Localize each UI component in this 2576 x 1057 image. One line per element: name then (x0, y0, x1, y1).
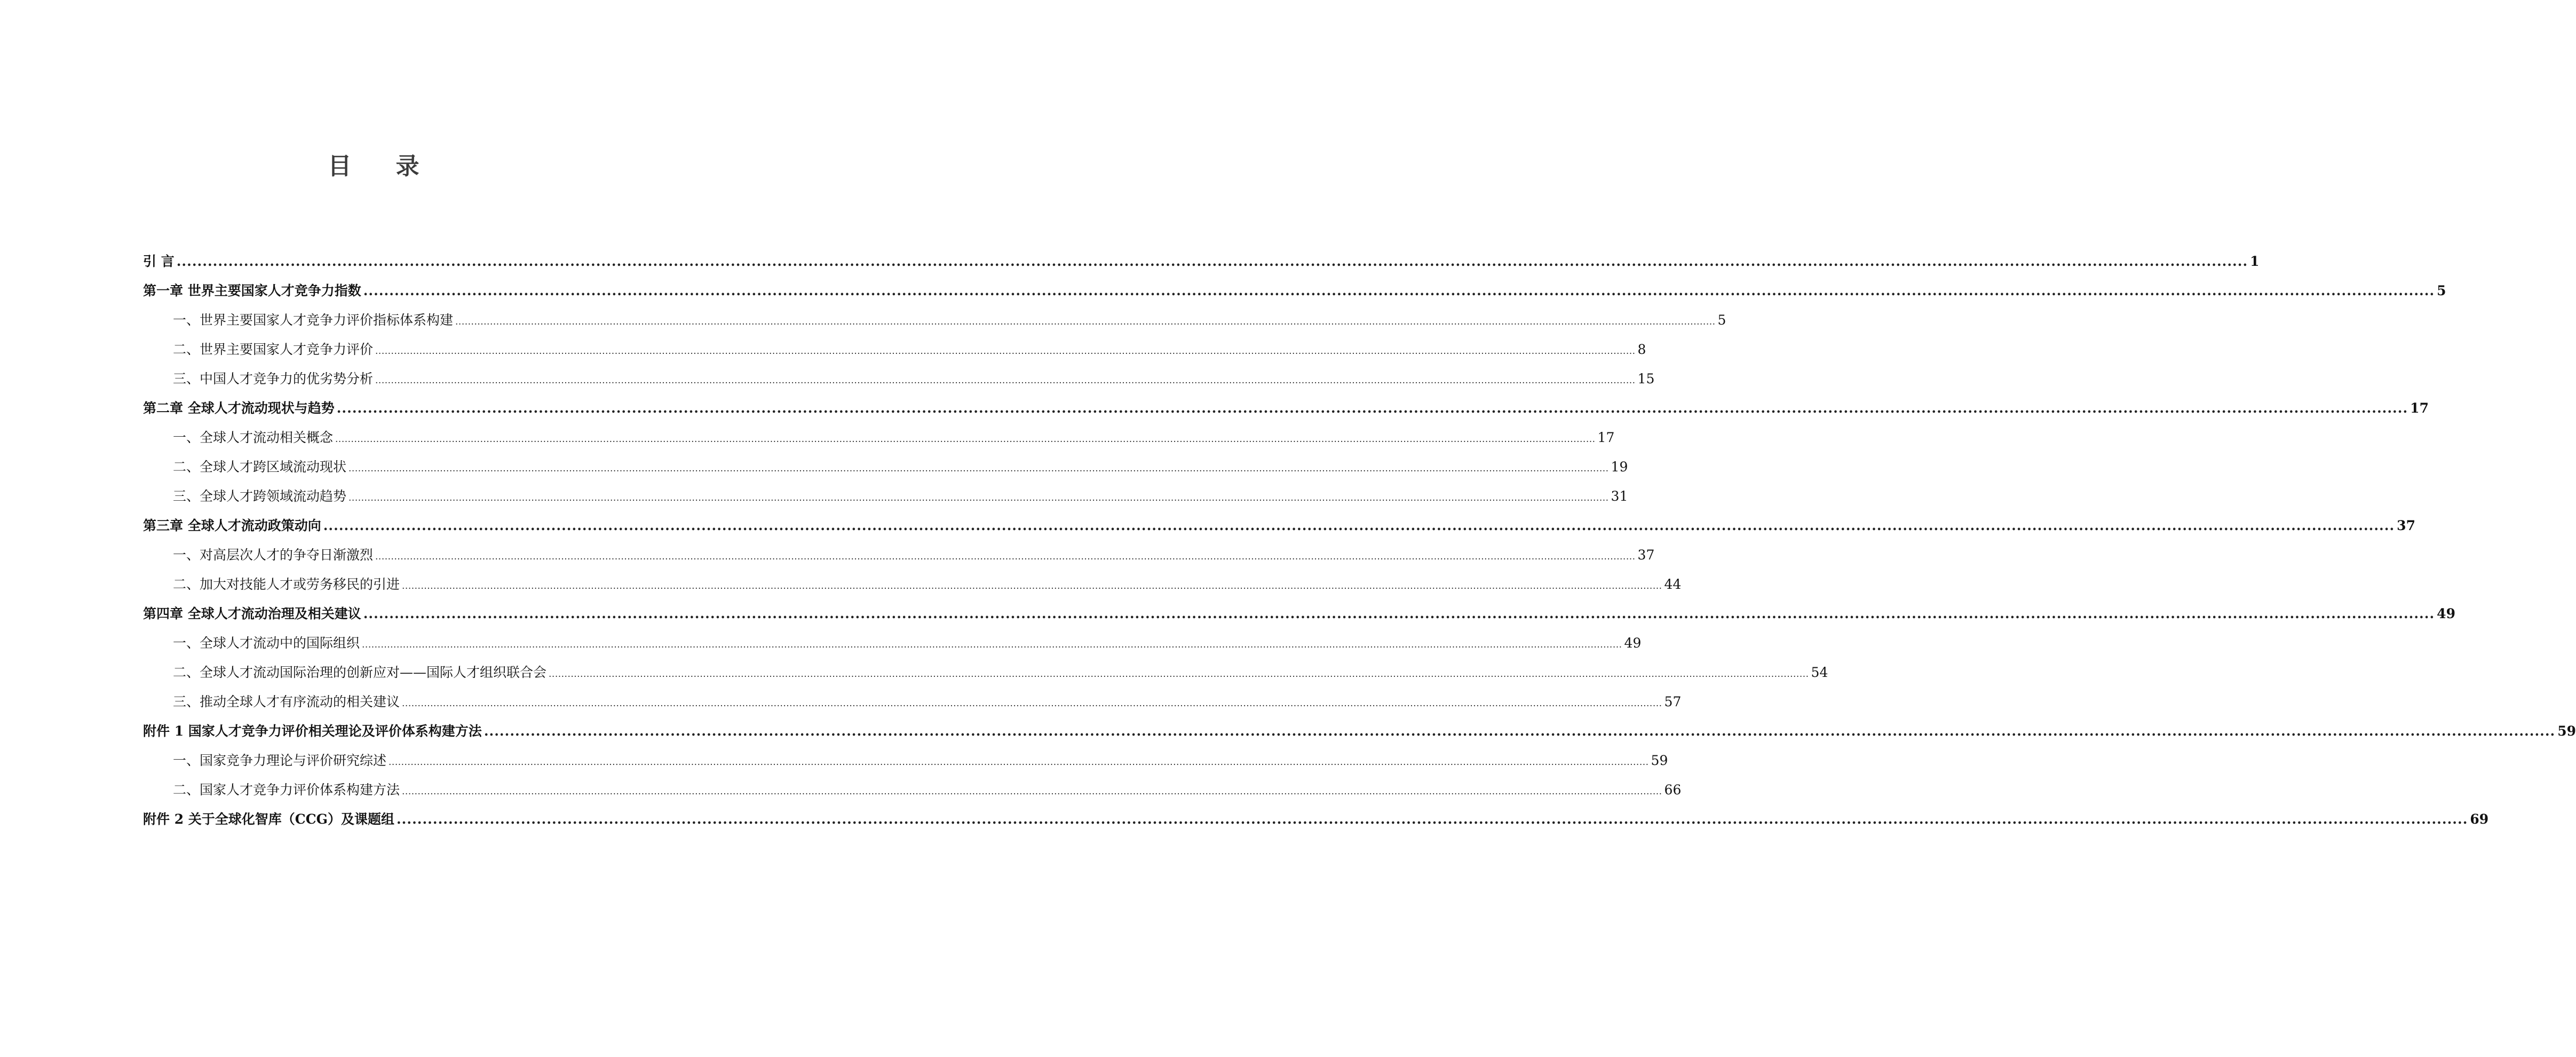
toc-entry[interactable] (143, 482, 1628, 511)
toc-dot-leader: ................................................................................................................................................................................................................................................................................................................................................................................................................ (323, 518, 2395, 533)
toc-dot-leader: ................................................................................................................................................................................................................................................................................................................................................................................................................ (402, 698, 1662, 709)
toc-entry-label: 二、国家人才竞争力评价体系构建方法 (173, 782, 400, 798)
toc-entry-page: 15 (1637, 371, 1655, 386)
toc-entry-label: 引 言 (143, 254, 175, 269)
toc-entry-label: 一、世界主要国家人才竞争力评价指标体系构建 (173, 312, 454, 328)
toc-entry[interactable] (143, 305, 1726, 335)
toc-entry-label: 附件 1 国家人才竞争力评价相关理论及评价体系构建方法 (143, 723, 482, 739)
toc-entry-page: 1 (2250, 254, 2260, 269)
toc-entry[interactable] (143, 804, 2489, 834)
toc-dot-leader: ................................................................................................................................................................................................................................................................................................................................................................................................................ (176, 254, 2248, 269)
toc-dot-leader: ................................................................................................................................................................................................................................................................................................................................................................................................................ (549, 669, 1809, 680)
table-of-contents (143, 247, 2576, 834)
toc-dot-leader: ................................................................................................................................................................................................................................................................................................................................................................................................................ (363, 606, 2435, 621)
toc-entry-page: 57 (1664, 694, 1682, 709)
toc-entry-label: 二、加大对技能人才或劳务移民的引进 (173, 577, 400, 592)
toc-entry-page: 5 (1717, 312, 1726, 328)
toc-dot-leader: ................................................................................................................................................................................................................................................................................................................................................................................................................ (348, 493, 1609, 503)
toc-dot-leader: ................................................................................................................................................................................................................................................................................................................................................................................................................ (348, 463, 1609, 474)
toc-dot-leader: ................................................................................................................................................................................................................................................................................................................................................................................................................ (375, 375, 1636, 386)
toc-entry[interactable] (143, 452, 1628, 482)
toc-entry-label: 一、全球人才流动中的国际组织 (173, 635, 360, 651)
toc-entry-page: 37 (2397, 518, 2415, 533)
toc-dot-leader: ................................................................................................................................................................................................................................................................................................................................................................................................................ (396, 811, 2468, 827)
toc-entry-page: 31 (1611, 488, 1628, 504)
toc-entry[interactable] (143, 276, 2446, 305)
page-title: 目 录 (328, 153, 438, 180)
toc-entry[interactable] (143, 599, 2455, 628)
toc-entry[interactable] (143, 335, 1646, 364)
toc-entry-label: 二、全球人才流动国际治理的创新应对——国际人才组织联合会 (173, 665, 547, 680)
toc-dot-leader: ................................................................................................................................................................................................................................................................................................................................................................................................................ (402, 786, 1662, 797)
toc-entry-label: 三、推动全球人才有序流动的相关建议 (173, 694, 400, 709)
toc-dot-leader: ................................................................................................................................................................................................................................................................................................................................................................................................................ (455, 317, 1716, 327)
toc-entry-label: 二、全球人才跨区域流动现状 (173, 459, 347, 475)
toc-entry-page: 17 (2410, 400, 2429, 416)
toc-entry-page: 5 (2437, 283, 2446, 298)
toc-entry[interactable] (143, 775, 1682, 804)
toc-entry[interactable] (143, 423, 1615, 452)
toc-dot-leader: ................................................................................................................................................................................................................................................................................................................................................................................................................ (402, 581, 1662, 591)
toc-entry[interactable] (143, 247, 2260, 276)
toc-entry-label: 第一章 世界主要国家人才竞争力指数 (143, 283, 361, 298)
toc-dot-leader: ................................................................................................................................................................................................................................................................................................................................................................................................................ (375, 551, 1636, 562)
toc-dot-leader: ................................................................................................................................................................................................................................................................................................................................................................................................................ (389, 757, 1649, 768)
toc-dot-leader: ................................................................................................................................................................................................................................................................................................................................................................................................................ (363, 283, 2435, 298)
toc-entry-label: 三、全球人才跨领域流动趋势 (173, 488, 347, 504)
toc-entry-label: 附件 2 关于全球化智库（CCG）及课题组 (143, 811, 394, 827)
toc-entry-label: 三、中国人才竞争力的优劣势分析 (173, 371, 374, 386)
toc-entry-page: 69 (2470, 811, 2489, 827)
toc-dot-leader: ................................................................................................................................................................................................................................................................................................................................................................................................................ (362, 640, 1622, 650)
toc-dot-leader: ................................................................................................................................................................................................................................................................................................................................................................................................................ (335, 434, 1596, 445)
toc-entry-label: 二、世界主要国家人才竞争力评价 (173, 342, 374, 357)
toc-entry-label: 一、国家竞争力理论与评价研究综述 (173, 753, 387, 768)
toc-entry[interactable] (143, 658, 1828, 687)
toc-entry-page: 66 (1664, 782, 1682, 798)
toc-entry[interactable] (143, 716, 2576, 746)
toc-entry-page: 59 (2557, 723, 2576, 739)
toc-entry-page: 17 (1597, 430, 1615, 445)
toc-entry-label: 一、对高层次人才的争夺日渐激烈 (173, 547, 374, 563)
toc-dot-leader: ................................................................................................................................................................................................................................................................................................................................................................................................................ (375, 346, 1636, 357)
toc-entry-page: 44 (1664, 577, 1682, 592)
toc-entry[interactable] (143, 628, 1642, 658)
toc-dot-leader: ................................................................................................................................................................................................................................................................................................................................................................................................................ (484, 723, 2556, 739)
toc-entry-page: 49 (1624, 635, 1642, 651)
toc-entry[interactable] (143, 746, 1668, 775)
toc-entry-label: 第二章 全球人才流动现状与趋势 (143, 400, 335, 416)
toc-entry[interactable] (143, 511, 2415, 540)
toc-entry[interactable] (143, 687, 1682, 716)
toc-entry-page: 37 (1637, 547, 1655, 563)
toc-entry-page: 49 (2437, 606, 2455, 621)
toc-entry-page: 54 (1811, 665, 1828, 680)
toc-entry-page: 19 (1611, 459, 1628, 475)
toc-dot-leader: ................................................................................................................................................................................................................................................................................................................................................................................................................ (336, 400, 2408, 416)
toc-entry-label: 一、全球人才流动相关概念 (173, 430, 334, 445)
toc-entry[interactable] (143, 393, 2429, 423)
toc-entry-page: 59 (1651, 753, 1668, 768)
toc-entry-label: 第四章 全球人才流动治理及相关建议 (143, 606, 361, 621)
toc-entry-page: 8 (1637, 342, 1646, 357)
toc-entry[interactable] (143, 540, 1655, 570)
toc-entry-label: 第三章 全球人才流动政策动向 (143, 518, 321, 533)
toc-entry[interactable] (143, 364, 1655, 393)
toc-entry[interactable] (143, 570, 1682, 599)
